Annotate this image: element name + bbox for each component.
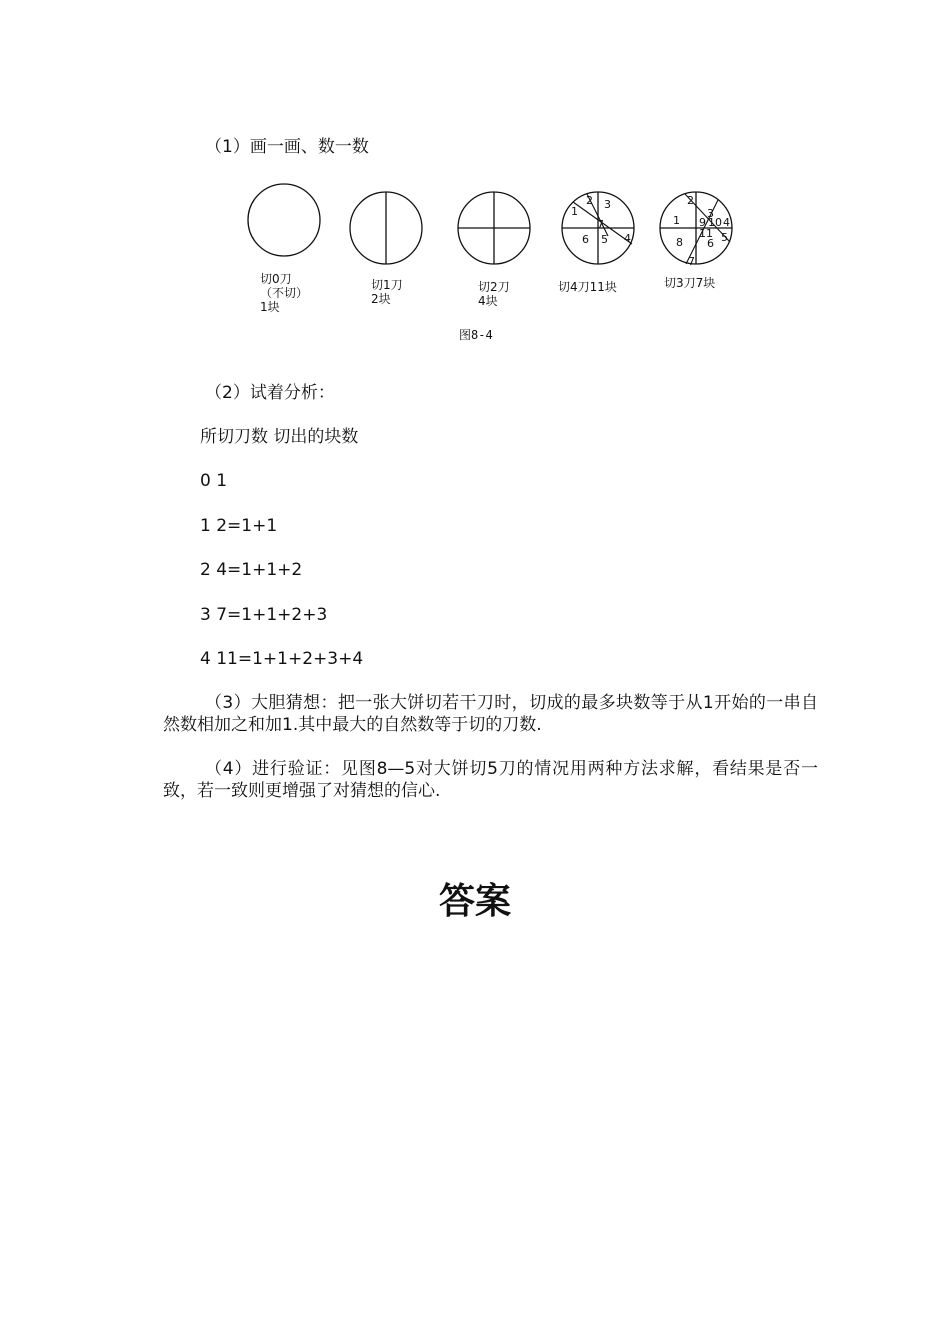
- piece-label: 2: [687, 194, 694, 207]
- cake-cutting-figure: [240, 180, 740, 350]
- piece-label: 6: [582, 233, 589, 246]
- piece-label: 5: [721, 231, 728, 244]
- step3-paragraph: （3）大胆猜想：把一张大饼切若干刀时，切成的最多块数等于从1开始的一串自然数相加之和加1.其中最大的自然数等于切的刀数.: [163, 693, 818, 735]
- circle-3-cuts: [660, 192, 732, 268]
- circle-1-cut: [350, 192, 422, 264]
- figure-caption: 图8-4: [459, 328, 493, 342]
- piece-label: 3: [604, 198, 611, 211]
- table-row: 2 4=1+1+2: [200, 560, 303, 580]
- circle-2-cuts: [458, 192, 530, 264]
- piece-label: 8: [676, 236, 683, 249]
- circle-0-cuts: [248, 184, 320, 256]
- piece-label: 4: [723, 216, 730, 229]
- piece-label: 11: [699, 227, 713, 240]
- caption-4-cuts: 切4刀11块: [558, 280, 617, 294]
- step4-paragraph: （4）进行验证：见图8—5对大饼切5刀的情况用两种方法求解，看结果是否一致，若一致则更增强了对猜想的信心.: [163, 759, 818, 801]
- piece-label: 1: [571, 205, 578, 218]
- piece-label: 6: [707, 237, 714, 250]
- piece-label: 10: [708, 216, 722, 229]
- caption-1-cut: 切1刀 2块: [371, 278, 403, 306]
- piece-label: 1: [673, 214, 680, 227]
- table-row: 0 1: [200, 471, 228, 491]
- piece-label: 7: [688, 255, 695, 268]
- table-row: 4 11=1+1+2+3+4: [200, 649, 364, 669]
- piece-label: 5: [601, 233, 608, 246]
- piece-label: 7: [597, 218, 604, 231]
- answer-title: 答案: [438, 880, 511, 922]
- table-row: 1 2=1+1: [200, 516, 278, 536]
- caption-3-cuts: 切3刀7块: [664, 276, 716, 290]
- caption-2-cuts: 切2刀 4块: [478, 280, 510, 308]
- caption-0-cuts: 切0刀 （不切） 1块: [260, 272, 309, 314]
- piece-label: 4: [624, 232, 631, 245]
- table-header: 所切刀数 切出的块数: [200, 427, 359, 447]
- piece-label: 2: [586, 194, 593, 207]
- table-row: 3 7=1+1+2+3: [200, 605, 328, 625]
- piece-label: 3: [707, 207, 714, 220]
- circle-diagrams: [240, 180, 740, 290]
- piece-label: 9: [699, 216, 706, 229]
- step2-heading: （2）试着分析：: [205, 383, 335, 403]
- circle-4-cuts: [562, 192, 634, 264]
- step1-heading: （1）画一画、数一数: [205, 137, 369, 157]
